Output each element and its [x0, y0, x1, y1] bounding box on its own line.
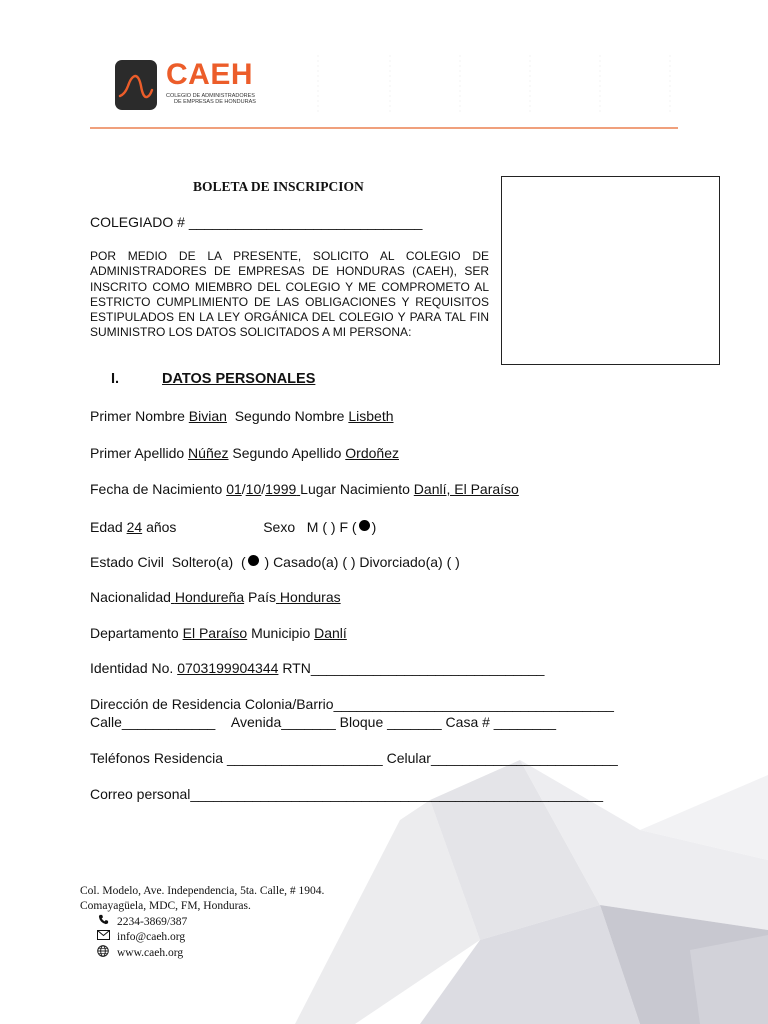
section-title: DATOS PERSONALES [162, 371, 316, 387]
telefonos-label: Teléfonos Residencia [90, 750, 224, 766]
logo-name: CAEH [166, 58, 254, 91]
primer-apellido-label: Primer Apellido [90, 445, 185, 461]
segundo-apellido-label: Segundo Apellido [232, 445, 342, 461]
edad-value[interactable]: 24 [126, 519, 143, 535]
edad-unit: años [146, 519, 177, 535]
footer [80, 884, 324, 962]
primer-nombre-value[interactable]: Bivian [188, 408, 227, 424]
sexo-label: Sexo [263, 519, 296, 535]
telefonos-field[interactable]: ____________________ [226, 750, 383, 766]
header-divider [90, 127, 678, 129]
bloque-label: Bloque [339, 714, 384, 730]
colegiado-row [90, 214, 422, 230]
correo-field[interactable]: _____________________________________________________ [190, 786, 604, 802]
fecha-mes[interactable]: 10 [245, 481, 262, 497]
section-number: I. [111, 371, 120, 387]
phone-icon [94, 914, 112, 930]
rtn-field[interactable]: ______________________________ [310, 660, 545, 676]
photo-box [501, 176, 720, 365]
celular-field[interactable]: ________________________ [430, 750, 618, 766]
telefonos-row [90, 750, 618, 767]
fecha-label: Fecha de Nacimiento [90, 481, 223, 497]
footer-address-line2: Comayagüela, MDC, FM, Honduras. [80, 900, 251, 912]
estado-civil-row: Estado Civil Soltero(a) ( ) Casado(a) ( ) Divorciado(a) ( ) [90, 554, 460, 570]
departamento-row [90, 625, 347, 642]
avenida-label: Avenida [230, 714, 282, 730]
lugar-label: Lugar Nacimiento [300, 481, 410, 497]
sexo-m-option[interactable]: M ( ) [306, 519, 336, 535]
rtn-label: RTN [282, 660, 311, 676]
identidad-row [90, 660, 544, 677]
celular-label: Celular [386, 750, 431, 766]
soltero-label[interactable]: Soltero(a) [171, 554, 234, 570]
lugar-value[interactable]: Danlí, El Paraíso [413, 481, 519, 497]
colegiado-field[interactable]: ______________________________ [188, 214, 423, 230]
segundo-apellido-value[interactable]: Ordoñez [345, 445, 399, 461]
sexo-f-open[interactable]: F ( [339, 519, 357, 535]
pais-label: País [248, 589, 277, 605]
soltero-mark [248, 555, 259, 566]
mail-icon [94, 930, 112, 945]
direccion-label: Dirección de Residencia Colonia/Barrio [90, 696, 334, 712]
casado-divorciado-options[interactable]: ) Casado(a) ( ) Divorciado(a) ( ) [264, 554, 460, 570]
footer-email [80, 930, 324, 945]
header [0, 0, 768, 140]
logo-subtitle-line1: COLEGIO DE ADMINISTRADORES [166, 93, 255, 99]
logo-subtitle-line2: DE EMPRESAS DE HONDURAS [174, 99, 256, 105]
casa-field[interactable]: ________ [493, 714, 557, 730]
footer-email-text[interactable]: info@caeh.org [117, 931, 186, 943]
caeh-logo-mark [115, 60, 157, 110]
apellidos-row [90, 445, 399, 462]
sexo-f-mark [359, 520, 370, 531]
footer-phone [80, 914, 324, 930]
footer-web-text[interactable]: www.caeh.org [117, 947, 184, 959]
departamento-value[interactable]: El Paraíso [182, 625, 248, 641]
footer-phone-text: 2234-3869/387 [117, 915, 188, 928]
sexo-f-close: ) [371, 519, 377, 535]
nombres-row [90, 408, 394, 425]
nacionalidad-label: Nacionalidad [90, 589, 171, 605]
identidad-value[interactable]: 0703199904344 [177, 660, 279, 676]
pais-value[interactable]: Honduras [279, 589, 341, 605]
direccion-field[interactable]: ____________________________________ [333, 696, 614, 712]
footer-web [80, 945, 324, 962]
estado-civil-label: Estado Civil [90, 554, 164, 570]
departamento-label: Departamento [90, 625, 179, 641]
municipio-label: Municipio [251, 625, 311, 641]
section-heading [111, 371, 315, 387]
avenida-field[interactable]: _______ [281, 714, 336, 730]
segundo-nombre-label: Segundo Nombre [234, 408, 345, 424]
edad-sexo-row [90, 519, 376, 536]
primer-apellido-value[interactable]: Núñez [188, 445, 229, 461]
logo-subtitle [166, 93, 276, 105]
calle-row [90, 714, 556, 731]
nacionalidad-row [90, 589, 341, 606]
municipio-value[interactable]: Danlí [314, 625, 347, 641]
colegiado-label: COLEGIADO # [90, 214, 185, 230]
direccion-row [90, 696, 614, 713]
fecha-row: Fecha de Nacimiento 01/10/1999 Lugar Nacimiento Danlí, El Paraíso [90, 481, 519, 497]
globe-icon [94, 945, 112, 962]
fecha-anio[interactable]: 1999 [265, 481, 297, 497]
calle-label: Calle [90, 714, 122, 730]
bloque-field[interactable]: _______ [387, 714, 442, 730]
form-title: BOLETA DE INSCRIPCION [193, 179, 364, 194]
edad-label: Edad [90, 519, 123, 535]
identidad-label: Identidad No. [90, 660, 174, 676]
correo-row [90, 786, 603, 803]
nacionalidad-value[interactable]: Hondureña [174, 589, 245, 605]
casa-label: Casa # [445, 714, 490, 730]
footer-address-line1: Col. Modelo, Ave. Independencia, 5ta. Calle, # 1904. [80, 885, 325, 897]
fecha-dia[interactable]: 01 [226, 481, 242, 497]
primer-nombre-label: Primer Nombre [90, 408, 185, 424]
intro-paragraph: POR MEDIO DE LA PRESENTE, SOLICITO AL COLEGIO DE ADMINISTRADORES DE EMPRESAS DE HONDURAS (CAEH), SER INSCRITO COMO MIEMBRO DEL COLEGIO Y ME COMPROMETO AL ESTRICTO CUMPLIMIENTO DE LAS OBLIGACIONES Y REQUISITOS ESTIPULADOS EN LA LEY ORGÁNICA DEL COLEGIO Y PARA TAL FIN SUMINISTRO LOS DATOS SOLICITADOS A MI PERSONA: [90, 249, 489, 340]
calle-field[interactable]: ____________ [121, 714, 216, 730]
segundo-nombre-value[interactable]: Lisbeth [348, 408, 394, 424]
correo-label: Correo personal [90, 786, 191, 802]
